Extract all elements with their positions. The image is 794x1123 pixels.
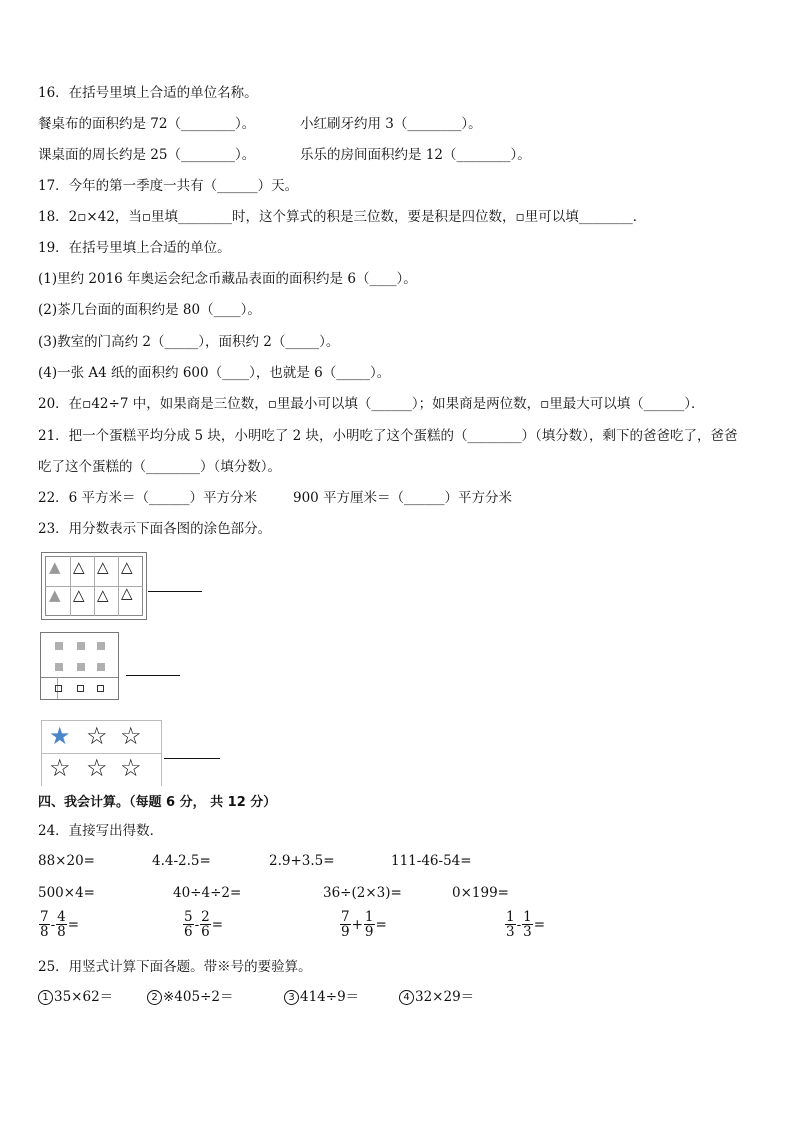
numerator: 2: [201, 909, 210, 925]
q22-item-a: 22．6 平方米＝（______）平方分米: [38, 490, 258, 506]
triangle-icon: △: [73, 586, 85, 604]
q25-expr: 414÷9＝: [300, 989, 360, 1005]
star-icon: ☆: [120, 722, 142, 750]
q19-title: 19．在括号里填上合适的单位。: [38, 240, 231, 256]
numerator: 4: [57, 909, 66, 925]
q24-row2-item: 0×199=: [452, 885, 509, 901]
q24-fraction-expr: [39, 910, 80, 939]
q24-row1-item: 111-46-54=: [391, 853, 472, 869]
triangle-icon: △: [121, 558, 133, 576]
q22-item-b: 900 平方厘米＝（______）平方分米: [293, 490, 513, 506]
q24-fraction-expr: [340, 910, 388, 939]
triangle-icon: △: [121, 584, 133, 602]
q25-expr: ※405÷2＝: [163, 989, 234, 1005]
q23-figure-squares: [40, 632, 119, 700]
star-icon: ☆: [86, 754, 108, 782]
q17-text: 17．今年的第一季度一共有（______）天。: [38, 178, 299, 194]
q23-figure-stars: [41, 720, 161, 786]
denominator: 9: [341, 924, 350, 940]
square-icon: [55, 685, 62, 692]
denominator: 3: [523, 924, 532, 940]
q19-part-4: (4)一张 A4 纸的面积约 600（____），也就是 6（_____）。: [38, 365, 391, 381]
star-icon: ☆: [120, 754, 142, 782]
shaded-square-icon: [97, 642, 105, 650]
circled-number: 1: [38, 990, 53, 1005]
equals: =: [211, 916, 224, 933]
shaded-square-icon: [55, 642, 63, 650]
square-icon: [77, 685, 84, 692]
q21-line-1: 21．把一个蛋糕平均分成 5 块，小明吃了 2 块，小明吃了这个蛋糕的（________）（填分数），剩下的爸爸吃了，爸爸: [38, 428, 738, 444]
numerator: 1: [523, 909, 532, 925]
q25-item: [147, 988, 233, 1006]
q24-fraction-expr: [505, 910, 546, 939]
q24-fraction-expr: [183, 910, 224, 939]
q20-text: 20．在▫42÷7 中，如果商是三位数，▫里最小可以填（______）；如果商是两位数，▫里最大可以填（______）．: [38, 396, 705, 412]
q16-item-a: 餐桌布的面积约是 72（________）。: [38, 116, 256, 132]
denominator: 6: [184, 924, 193, 940]
q23-answer-line-3[interactable]: [164, 758, 220, 759]
q19-part-1: (1)里约 2016 年奥运会纪念币藏品表面的面积约是 6（____）。: [38, 271, 417, 287]
numerator: 1: [506, 909, 515, 925]
denominator: 3: [506, 924, 515, 940]
q24-row2-item: 40÷4÷2=: [173, 885, 242, 901]
shaded-triangle-icon: ▲: [49, 586, 61, 604]
square-icon: [97, 685, 104, 692]
q25-expr: 32×29＝: [415, 989, 475, 1005]
triangle-icon: △: [97, 586, 109, 604]
filled-star-icon: ★: [49, 722, 71, 750]
q25-expr: 35×62＝: [54, 989, 114, 1005]
numerator: 7: [40, 909, 49, 925]
circled-number: 2: [147, 990, 162, 1005]
shaded-square-icon: [55, 663, 63, 671]
q21-line-2: 吃了这个蛋糕的（________）（填分数）。: [38, 459, 281, 475]
section-4-heading: 四、我会计算。（每题 6 分， 共 12 分）: [38, 795, 277, 810]
triangle-icon: △: [73, 558, 85, 576]
operator: -: [194, 916, 200, 933]
shaded-square-icon: [97, 663, 105, 671]
operator: -: [516, 916, 522, 933]
q19-part-2: (2)茶几台面的面积约是 80（____）。: [38, 302, 261, 318]
triangle-icon: △: [97, 558, 109, 576]
q25-item: [284, 988, 359, 1006]
equals: =: [67, 916, 80, 933]
q18-text: 18．2▫×42，当▫里填________时，这个算式的积是三位数，要是积是四位数，▫里可以填________．: [38, 209, 647, 225]
q19-part-3: (3)教室的门高约 2（_____），面积约 2（_____）。: [38, 334, 340, 350]
q23-answer-line-2[interactable]: [126, 675, 180, 676]
operator: +: [351, 916, 363, 933]
q23-figure-triangles: [41, 552, 147, 620]
q24-row2-item: 36÷(2×3)=: [323, 885, 402, 901]
denominator: 8: [40, 924, 49, 940]
denominator: 9: [364, 924, 374, 940]
q24-row2-item: 500×4=: [38, 885, 95, 901]
shaded-square-icon: [77, 663, 85, 671]
q25-item: [399, 988, 474, 1006]
shaded-triangle-icon: ▲: [49, 558, 61, 576]
star-icon: ☆: [86, 722, 108, 750]
star-icon: ☆: [49, 754, 71, 782]
q16-title: 16．在括号里填上合适的单位名称。: [38, 85, 258, 101]
equals: =: [375, 916, 387, 933]
q23-title: 23．用分数表示下面各图的涂色部分。: [38, 521, 272, 537]
equals: =: [533, 916, 546, 933]
denominator: 8: [57, 924, 66, 940]
q25-item: [38, 988, 113, 1006]
circled-number: 4: [399, 990, 414, 1005]
q23-answer-line-1[interactable]: [148, 591, 202, 592]
q24-title: 24．直接写出得数．: [38, 823, 164, 839]
q25-title: 25．用竖式计算下面各题。带※号的要验算。: [38, 959, 312, 975]
numerator: 7: [341, 909, 350, 925]
q24-row1-item: 2.9+3.5=: [269, 853, 335, 869]
operator: -: [50, 916, 56, 933]
shaded-square-icon: [77, 642, 85, 650]
q16-item-d: 乐乐的房间面积约是 12（________）。: [300, 147, 531, 163]
numerator: 1: [364, 909, 374, 925]
numerator: 5: [184, 909, 193, 925]
q24-row1-item: 4.4-2.5=: [152, 853, 211, 869]
circled-number: 3: [284, 990, 299, 1005]
q16-item-c: 课桌面的周长约是 25（________）。: [38, 147, 256, 163]
q16-item-b: 小红刷牙约用 3（________）。: [300, 116, 482, 132]
denominator: 6: [201, 924, 210, 940]
q24-row1-item: 88×20=: [38, 853, 95, 869]
